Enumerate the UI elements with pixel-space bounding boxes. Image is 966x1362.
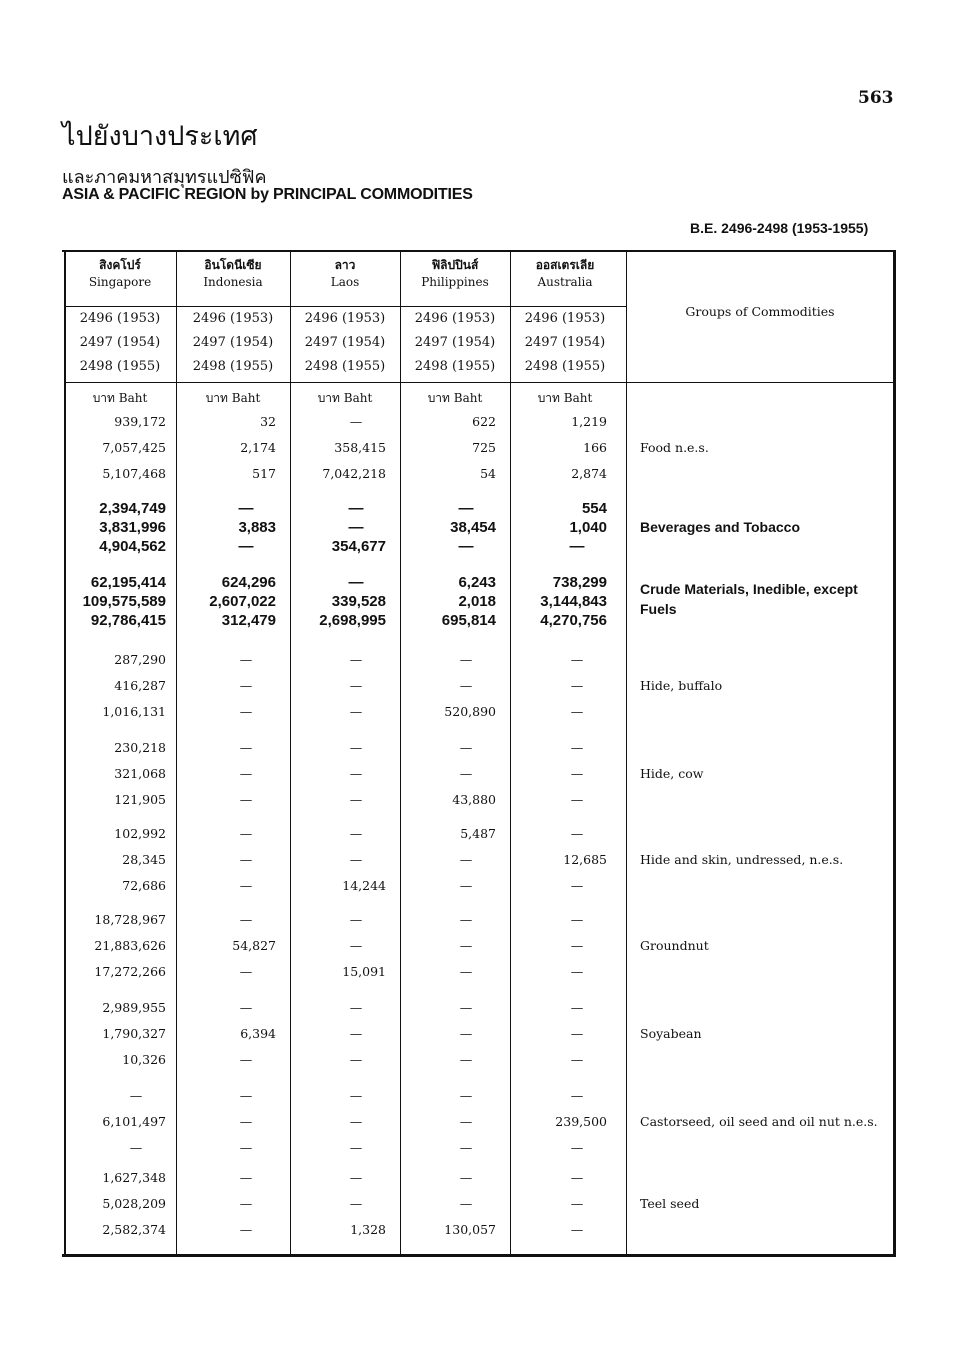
table-cell: —	[239, 792, 253, 807]
table-cell: —	[570, 1170, 584, 1185]
table-cell: 517	[252, 466, 276, 481]
table-cell: —	[570, 1026, 584, 1041]
table-cell: —	[459, 652, 473, 667]
year-label: 2498 (1955)	[414, 359, 496, 374]
title-english: ASIA & PACIFIC REGION by PRINCIPAL COMMODITIES	[62, 186, 473, 203]
table-cell: —	[570, 740, 584, 755]
table-cell: —	[348, 519, 364, 536]
table-cell: 6,243	[458, 574, 496, 591]
table-cell: —	[349, 704, 363, 719]
table-cell: —	[349, 1088, 363, 1103]
table-cell: —	[349, 852, 363, 867]
table-cell: 4,904,562	[99, 538, 166, 555]
table-cell: —	[348, 574, 364, 591]
table-cell: 312,479	[221, 612, 276, 629]
groups-divider	[626, 250, 627, 1254]
column-header-thai: ฟิลิปปินส์	[431, 258, 479, 272]
commodity-group-label: Teel seed	[640, 1196, 700, 1211]
table-cell: 6,394	[240, 1026, 276, 1041]
table-cell: —	[349, 740, 363, 755]
table-cell: —	[238, 538, 254, 555]
table-cell: 15,091	[342, 964, 386, 979]
table-cell: —	[129, 1140, 143, 1155]
table-bottom-rule	[62, 1254, 895, 1257]
table-cell: —	[239, 878, 253, 893]
table-cell: 239,500	[555, 1114, 607, 1129]
table-cell: —	[129, 1088, 143, 1103]
table-cell: 10,326	[122, 1052, 166, 1067]
year-label: 2496 (1953)	[524, 311, 606, 326]
country-header-rule	[64, 306, 626, 307]
commodity-group-label: Hide and skin, undressed, n.e.s.	[640, 852, 844, 867]
table-cell: —	[239, 1196, 253, 1211]
table-cell: —	[349, 1114, 363, 1129]
table-cell: 21,883,626	[94, 938, 166, 953]
column-header-english: Singapore	[88, 275, 152, 289]
table-cell: —	[459, 1170, 473, 1185]
table-cell: —	[239, 652, 253, 667]
table-cell: 939,172	[114, 414, 166, 429]
table-cell: —	[349, 792, 363, 807]
year-label: 2497 (1954)	[192, 335, 274, 350]
table-cell: —	[459, 766, 473, 781]
table-cell: 166	[583, 440, 607, 455]
table-cell: —	[570, 938, 584, 953]
table-cell: —	[239, 826, 253, 841]
year-label: 2496 (1953)	[79, 311, 161, 326]
column-header-english: Australia	[537, 275, 593, 289]
table-cell: 358,415	[334, 440, 386, 455]
unit-label: บาท Baht	[92, 391, 148, 405]
table-cell: —	[349, 766, 363, 781]
column-header-philippines	[400, 256, 510, 306]
table-cell: 7,042,218	[322, 466, 386, 481]
table-cell: —	[569, 538, 585, 555]
commodity-group-label: Hide, buffalo	[640, 678, 723, 693]
table-cell: —	[570, 766, 584, 781]
table-cell: —	[239, 1052, 253, 1067]
table-cell: 54	[480, 466, 496, 481]
table-cell: —	[570, 826, 584, 841]
year-label: 2496 (1953)	[304, 311, 386, 326]
column-header-australia	[510, 256, 620, 306]
column-header-thai: อินโดนีเซีย	[204, 258, 262, 272]
table-cell: 102,992	[114, 826, 166, 841]
table-cell: —	[349, 938, 363, 953]
table-cell: —	[570, 792, 584, 807]
header-bottom-rule	[64, 382, 893, 383]
table-cell: 109,575,589	[82, 593, 166, 610]
column-header-indonesia	[176, 256, 290, 306]
table-cell: —	[459, 740, 473, 755]
table-cell: —	[570, 1196, 584, 1211]
table-cell: —	[459, 1026, 473, 1041]
commodity-group-label: Beverages and Tobacco	[640, 519, 801, 535]
table-cell: —	[238, 500, 254, 517]
table-cell: —	[459, 964, 473, 979]
table-cell: —	[570, 652, 584, 667]
table-cell: —	[349, 414, 363, 429]
table-cell: —	[349, 1026, 363, 1041]
subtitle-thai: และภาคมหาสมุทรแปซิฟิค	[62, 167, 267, 188]
table-cell: —	[459, 1140, 473, 1155]
table-cell: 54,827	[232, 938, 276, 953]
table-cell: 725	[472, 440, 496, 455]
table-cell: —	[570, 704, 584, 719]
year-label: 2496 (1953)	[414, 311, 496, 326]
table-cell: 17,272,266	[94, 964, 166, 979]
table-cell: —	[239, 852, 253, 867]
table-cell: —	[458, 538, 474, 555]
year-label: 2497 (1954)	[414, 335, 496, 350]
table-cell: 1,328	[350, 1222, 386, 1237]
table-cell: —	[459, 1000, 473, 1015]
page-number: 563	[858, 88, 894, 108]
table-cell: 1,627,348	[102, 1170, 166, 1185]
table-cell: —	[239, 766, 253, 781]
table-cell: 7,057,425	[102, 440, 166, 455]
table-cell: —	[348, 500, 364, 517]
table-cell: —	[239, 740, 253, 755]
table-cell: 1,016,131	[102, 704, 166, 719]
table-cell: 230,218	[114, 740, 166, 755]
table-cell: —	[570, 1052, 584, 1067]
table-cell: —	[239, 1222, 253, 1237]
table-cell: 1,040	[569, 519, 607, 536]
table-cell: 339,528	[331, 593, 386, 610]
table-cell: —	[459, 1052, 473, 1067]
table-cell: —	[239, 1000, 253, 1015]
year-label: 2497 (1954)	[304, 335, 386, 350]
table-cell: —	[459, 938, 473, 953]
table-cell: —	[570, 1088, 584, 1103]
table-cell: —	[239, 704, 253, 719]
year-label: 2497 (1954)	[79, 335, 161, 350]
table-cell: —	[459, 1114, 473, 1129]
table-right-rule	[893, 250, 896, 1257]
unit-label: บาท Baht	[205, 391, 261, 405]
table-cell: 18,728,967	[94, 912, 166, 927]
table-cell: —	[349, 1170, 363, 1185]
year-label: 2498 (1955)	[79, 359, 161, 374]
table-cell: 2,698,995	[319, 612, 386, 629]
table-cell: 622	[472, 414, 496, 429]
year-label: 2497 (1954)	[524, 335, 606, 350]
table-cell: 2,874	[571, 466, 607, 481]
table-cell: 38,454	[450, 519, 496, 536]
table-cell: —	[239, 912, 253, 927]
table-cell: 5,487	[460, 826, 496, 841]
table-cell: —	[459, 678, 473, 693]
table-cell: 1,790,327	[102, 1026, 166, 1041]
table-cell: 354,677	[331, 538, 386, 555]
table-cell: —	[570, 678, 584, 693]
table-cell: —	[459, 852, 473, 867]
table-cell: 72,686	[122, 878, 166, 893]
table-cell: —	[570, 878, 584, 893]
table-cell: 5,107,468	[102, 466, 166, 481]
table-cell: —	[458, 500, 474, 517]
column-header-singapore	[64, 256, 176, 306]
table-cell: —	[570, 1140, 584, 1155]
table-cell: 1,219	[571, 414, 607, 429]
table-cell: 321,068	[114, 766, 166, 781]
column-header-thai: ออสเตรเลีย	[535, 258, 595, 272]
table-cell: 12,685	[563, 852, 607, 867]
table-cell: 738,299	[552, 574, 607, 591]
unit-label: บาท Baht	[427, 391, 483, 405]
table-cell: 14,244	[342, 878, 386, 893]
year-label: 2498 (1955)	[304, 359, 386, 374]
table-cell: —	[239, 1088, 253, 1103]
table-cell: 695,814	[441, 612, 496, 629]
period-label: B.E. 2496-2498 (1953-1955)	[690, 220, 869, 236]
table-cell: —	[570, 912, 584, 927]
table-cell: —	[349, 652, 363, 667]
table-cell: 2,394,749	[99, 500, 166, 517]
table-cell: —	[570, 1222, 584, 1237]
table-cell: 3,883	[238, 519, 276, 536]
table-cell: 624,296	[221, 574, 276, 591]
table-cell: 2,018	[458, 593, 496, 610]
table-cell: —	[349, 1000, 363, 1015]
table-cell: —	[349, 1196, 363, 1211]
table-cell: —	[349, 1140, 363, 1155]
table-cell: —	[239, 678, 253, 693]
table-cell: 6,101,497	[102, 1114, 166, 1129]
table-cell: —	[570, 964, 584, 979]
year-label: 2498 (1955)	[524, 359, 606, 374]
table-cell: 92,786,415	[90, 612, 166, 629]
table-cell: 32	[260, 414, 276, 429]
table-cell: 4,270,756	[540, 612, 607, 629]
table-cell: 3,831,996	[99, 519, 166, 536]
table-cell: —	[570, 1000, 584, 1015]
table-cell: —	[459, 912, 473, 927]
table-cell: 2,174	[240, 440, 276, 455]
table-cell: —	[239, 1114, 253, 1129]
table-cell: 416,287	[114, 678, 166, 693]
table-cell: 554	[581, 500, 607, 517]
commodity-group-label: Groundnut	[640, 938, 709, 953]
table-cell: 3,144,843	[540, 593, 607, 610]
table-top-rule	[62, 250, 895, 252]
column-header-english: Indonesia	[203, 275, 263, 289]
column-header-laos	[290, 256, 400, 306]
column-header-english: Philippines	[421, 275, 489, 289]
table-cell: 5,028,209	[102, 1196, 166, 1211]
year-label: 2496 (1953)	[192, 311, 274, 326]
table-cell: —	[349, 826, 363, 841]
table-cell: —	[239, 1140, 253, 1155]
table-cell: —	[239, 1170, 253, 1185]
table-cell: 2,582,374	[102, 1222, 166, 1237]
commodity-group-label: Food n.e.s.	[640, 440, 709, 455]
commodity-group-label: Hide, cow	[640, 766, 704, 781]
table-cell: —	[239, 964, 253, 979]
table-cell: 28,345	[122, 852, 166, 867]
groups-header: Groups of Commodities	[685, 304, 835, 319]
year-label: 2498 (1955)	[192, 359, 274, 374]
table-cell: 43,880	[452, 792, 496, 807]
table-cell: —	[349, 1052, 363, 1067]
table-cell: —	[349, 678, 363, 693]
table-cell: 62,195,414	[90, 574, 166, 591]
table-cell: 130,057	[444, 1222, 496, 1237]
table-cell: 287,290	[114, 652, 166, 667]
unit-label: บาท Baht	[537, 391, 593, 405]
commodity-group-label: Crude Materials, Inedible, except Fuels	[640, 581, 858, 617]
table-cell: 2,607,022	[209, 593, 276, 610]
commodity-group-label: Castorseed, oil seed and oil nut n.e.s.	[640, 1114, 878, 1129]
table-cell: —	[459, 1196, 473, 1211]
table-cell: 121,905	[114, 792, 166, 807]
table-cell: —	[459, 1088, 473, 1103]
unit-label: บาท Baht	[317, 391, 373, 405]
title-thai: ไปยังบางประเทศ	[62, 121, 258, 152]
column-header-thai: สิงคโปร์	[99, 258, 141, 272]
table-cell: 2,989,955	[102, 1000, 166, 1015]
table-cell: 520,890	[444, 704, 496, 719]
commodity-group-label: Soyabean	[640, 1026, 702, 1041]
column-header-thai: ลาว	[334, 258, 356, 272]
table-cell: —	[349, 912, 363, 927]
table-cell: —	[459, 878, 473, 893]
column-header-english: Laos	[330, 275, 360, 289]
